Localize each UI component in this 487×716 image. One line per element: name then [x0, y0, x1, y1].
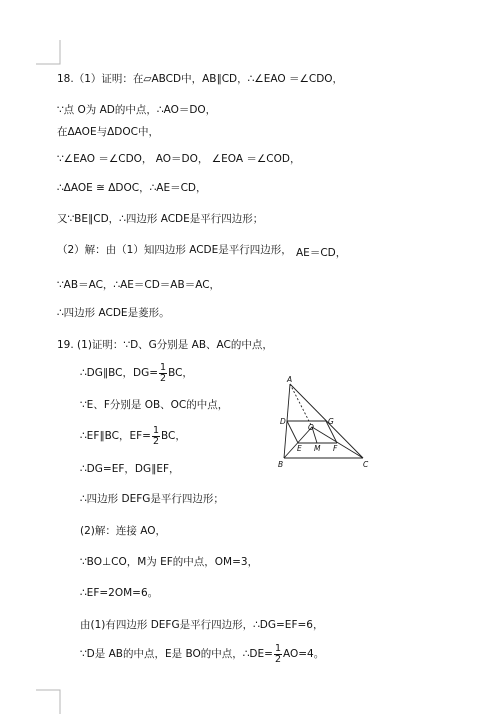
- q18-line-5: ∴ΔAOE ≅ ΔDOC，∴AE＝CD，: [57, 182, 207, 194]
- label-E: E: [297, 444, 302, 453]
- label-B: B: [278, 460, 284, 469]
- q18-line-9: ∴四边形 ACDE是菱形。: [57, 307, 170, 319]
- half-fraction: [274, 644, 282, 665]
- q18-line-8: ∵AB＝AC，∴AE＝CD＝AB＝AC，: [57, 279, 221, 291]
- q19-line-4: [80, 423, 186, 449]
- fraction-numerator: 1: [152, 424, 159, 436]
- q19-line-2-tail: BC，: [168, 367, 193, 379]
- q18-line-7-continued: AE＝CD，: [296, 247, 347, 259]
- q19-line-2: [80, 360, 193, 386]
- q19-line-6: ∴四边形 DEFG是平行四边形；: [80, 493, 224, 505]
- q19-line-11-text: ∵D是 AB的中点，E是 BO的中点，∴DE=: [80, 648, 273, 660]
- label-O: O: [308, 423, 314, 432]
- bottom-left-crop-mark: [36, 684, 66, 714]
- q19-line-1: 19. (1)证明：∵D、G分别是 AB、AC的中点，: [57, 339, 273, 351]
- q19-line-9: ∴EF=2OM=6。: [80, 587, 159, 599]
- fraction-numerator: 1: [160, 361, 167, 373]
- q18-line-6: 又∵BE∥CD，∴四边形 ACDE是平行四边形；: [57, 213, 264, 225]
- label-C: C: [363, 460, 369, 469]
- q19-line-11-tail: AO=4。: [283, 648, 325, 660]
- q18-line-1: 18.（1）证明：在▱ABCD中，AB∥CD，∴∠EAO ＝∠CDO，: [57, 73, 344, 85]
- segment-DE: [287, 421, 298, 443]
- top-left-crop-mark: [36, 40, 66, 70]
- q19-line-4-text: ∴EF∥BC，EF=: [80, 430, 151, 442]
- q19-line-2-text: ∴DG∥BC，DG=: [80, 367, 159, 379]
- q19-line-5: ∴DG=EF，DG∥EF，: [80, 463, 180, 475]
- q18-line-4: ∵∠EAO ＝∠CDO， AO＝DO， ∠EOA ＝∠COD，: [57, 153, 301, 165]
- geometry-figure: [270, 375, 380, 475]
- segment-AO: [290, 384, 312, 427]
- q19-line-4-tail: BC，: [160, 430, 186, 442]
- q18-line-3: 在ΔAOE与ΔDOC中，: [57, 126, 159, 138]
- label-G: G: [328, 417, 334, 426]
- q19-line-7: (2)解：连接 AO，: [80, 525, 166, 537]
- fraction-numerator: 1: [274, 642, 281, 654]
- fraction-denominator: 2: [160, 372, 167, 384]
- label-D: D: [280, 417, 286, 426]
- q18-line-2: ∵点 O为 AD的中点，∴AO＝DO，: [57, 104, 217, 116]
- fraction-denominator: 2: [152, 435, 159, 447]
- label-M: M: [314, 444, 321, 453]
- label-A: A: [287, 375, 293, 384]
- half-fraction: [159, 363, 167, 384]
- fraction-denominator: 2: [274, 653, 281, 665]
- label-F: F: [333, 444, 338, 453]
- q19-line-10: 由(1)有四边形 DEFG是平行四边形，∴DG=EF=6，: [80, 619, 324, 631]
- q19-line-3: ∵E、F分别是 OB、OC的中点，: [80, 399, 229, 411]
- q19-line-11: [80, 641, 324, 667]
- half-fraction: [152, 426, 160, 447]
- q19-line-8: ∵BO⊥CO，M为 EF的中点，OM=3，: [80, 556, 259, 568]
- q18-line-7: （2）解：由（1）知四边形 ACDE是平行四边形，: [57, 244, 292, 256]
